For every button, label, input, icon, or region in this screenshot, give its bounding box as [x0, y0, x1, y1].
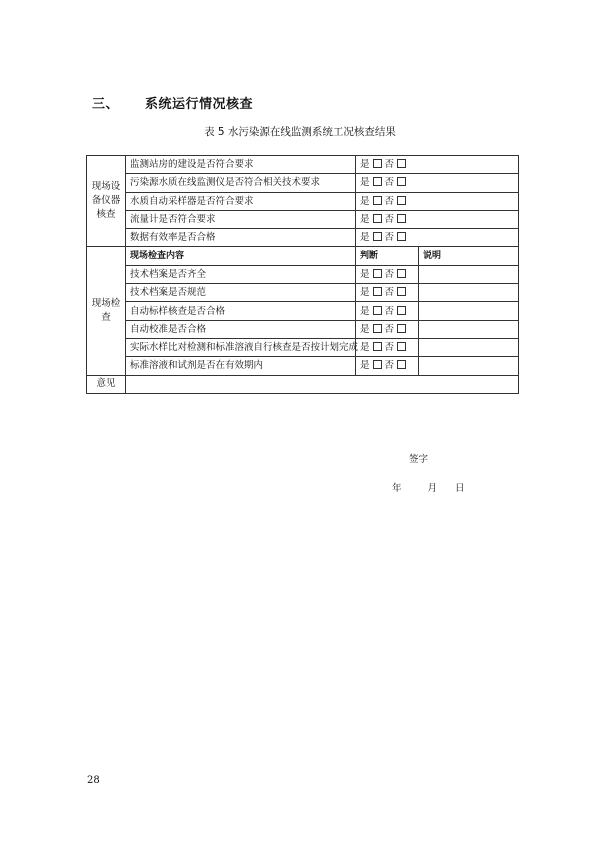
judge-cell: 是 否: [356, 229, 519, 247]
page-number: 28: [87, 775, 100, 786]
check-item: 数据有效率是否合格: [126, 229, 356, 247]
table-row: [87, 156, 519, 174]
verification-table: [86, 155, 519, 494]
judge-cell: 是 否: [356, 320, 419, 338]
section-title: 系统运行情况核查: [145, 97, 254, 112]
header-judge: 判断: [356, 247, 419, 265]
section-number: 三、: [92, 97, 120, 112]
date-line: [392, 482, 465, 495]
table-row: [87, 284, 519, 302]
check-item: 标准溶液和试剂是否在有效期内: [126, 357, 356, 375]
table-row: [87, 320, 519, 338]
check-item: 污染源水质在线监测仪是否符合相关技术要求: [126, 174, 356, 192]
check-item: 技术档案是否规范: [126, 284, 356, 302]
yes-checkbox[interactable]: [373, 177, 382, 186]
opinion-label: 意见: [87, 375, 126, 393]
table-header-row: [87, 247, 519, 265]
yes-checkbox[interactable]: [373, 214, 382, 223]
no-checkbox[interactable]: [397, 324, 406, 333]
no-checkbox[interactable]: [397, 177, 406, 186]
table-row: [87, 302, 519, 320]
table-row: [87, 174, 519, 192]
no-checkbox[interactable]: [397, 159, 406, 168]
check-item: 水质自动采样器是否符合要求: [126, 192, 356, 210]
yes-checkbox[interactable]: [373, 196, 382, 205]
judge-cell: 是 否: [356, 284, 419, 302]
no-checkbox[interactable]: [397, 232, 406, 241]
check-item: 监测站房的建设是否符合要求: [126, 156, 356, 174]
table-row: [87, 192, 519, 210]
opinion-area[interactable]: [126, 375, 519, 494]
signature-label: 签字: [409, 453, 429, 465]
yes-checkbox[interactable]: [373, 324, 382, 333]
check-item: 自动校准是否合格: [126, 320, 356, 338]
no-checkbox[interactable]: [397, 306, 406, 315]
judge-cell: 是 否: [356, 192, 519, 210]
note-cell[interactable]: [419, 357, 519, 375]
no-checkbox[interactable]: [397, 360, 406, 369]
judge-cell: 是 否: [356, 302, 419, 320]
table-row: [87, 357, 519, 375]
yes-checkbox[interactable]: [373, 306, 382, 315]
judge-cell: 是 否: [356, 210, 519, 228]
judge-cell: 是 否: [356, 265, 419, 283]
date-day: 日: [455, 482, 465, 494]
yes-checkbox[interactable]: [373, 159, 382, 168]
yes-checkbox[interactable]: [373, 342, 382, 351]
note-cell[interactable]: [419, 265, 519, 283]
category-onsite: 现场检查: [87, 247, 126, 375]
opinion-row: [87, 375, 519, 393]
date-year: 年: [392, 482, 402, 494]
no-checkbox[interactable]: [397, 287, 406, 296]
note-cell[interactable]: [419, 302, 519, 320]
header-content: 现场检查内容: [126, 247, 356, 265]
table-row: [87, 338, 519, 356]
yes-checkbox[interactable]: [373, 360, 382, 369]
note-cell[interactable]: [419, 338, 519, 356]
check-item: 流量计是否符合要求: [126, 210, 356, 228]
date-month: 月: [427, 482, 438, 494]
check-item: 技术档案是否齐全: [126, 265, 356, 283]
check-item: 自动标样核查是否合格: [126, 302, 356, 320]
judge-cell: 是 否: [356, 156, 519, 174]
section-heading: [92, 93, 253, 112]
table-row: [87, 210, 519, 228]
note-cell[interactable]: [419, 320, 519, 338]
judge-cell: 是 否: [356, 357, 419, 375]
check-item: 实际水样比对检测和标准溶液自行核查是否按计划完成: [126, 338, 356, 356]
yes-checkbox[interactable]: [373, 232, 382, 241]
judge-cell: 是 否: [356, 338, 419, 356]
yes-checkbox[interactable]: [373, 269, 382, 278]
no-checkbox[interactable]: [397, 269, 406, 278]
header-note: 说明: [419, 247, 519, 265]
table-caption: 表 5 水污染源在线监测系统工况核查结果: [204, 126, 396, 138]
note-cell[interactable]: [419, 284, 519, 302]
no-checkbox[interactable]: [397, 196, 406, 205]
no-checkbox[interactable]: [397, 214, 406, 223]
table-row: [87, 229, 519, 247]
table-row: [87, 265, 519, 283]
category-equipment: 现场设备仪器核查: [87, 156, 126, 247]
no-checkbox[interactable]: [397, 342, 406, 351]
judge-cell: 是 否: [356, 174, 519, 192]
yes-checkbox[interactable]: [373, 287, 382, 296]
